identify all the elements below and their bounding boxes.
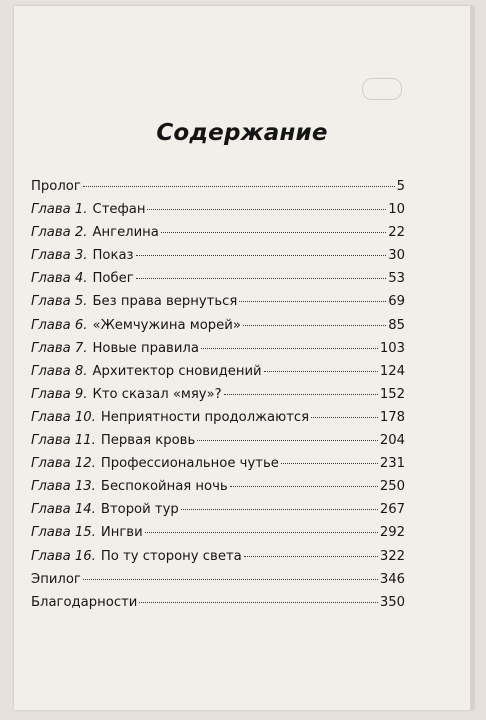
toc-page-number: 292 [379, 525, 405, 541]
toc-entry [31, 341, 405, 364]
toc-entry-title: Без права вернуться [92, 294, 238, 310]
dot-leader [136, 255, 387, 256]
toc-entry [31, 456, 405, 479]
toc-entry-title: Первая кровь [100, 433, 196, 449]
toc-chapter-number: Глава 10. [31, 409, 96, 425]
toc-page-number: 69 [388, 294, 405, 310]
dot-leader [83, 186, 395, 187]
toc-chapter-number: Глава 12. [31, 456, 96, 472]
dot-leader [139, 602, 378, 603]
toc-chapter-number: Глава 15. [31, 525, 96, 541]
toc-entry [31, 433, 405, 456]
toc-page-number: 10 [388, 202, 405, 218]
toc-page-number: 231 [379, 456, 405, 472]
age-rating-bleed-through [362, 78, 402, 100]
dot-leader [239, 301, 386, 302]
dot-leader [230, 486, 378, 487]
toc-entry [31, 225, 405, 248]
toc-entry [31, 479, 405, 502]
toc-entry [31, 271, 405, 294]
toc-entry-title: Эпилог [31, 571, 81, 587]
dot-leader [281, 463, 378, 464]
toc-page-number: 22 [388, 225, 405, 241]
toc-entry-title: Беспокойная ночь [100, 479, 228, 495]
toc-entry [31, 202, 405, 225]
toc-chapter-number: Глава 3. [31, 248, 88, 264]
toc-page-number: 85 [388, 317, 405, 333]
dot-leader [243, 325, 386, 326]
toc-page-number: 30 [388, 248, 405, 264]
toc-page-number: 103 [379, 340, 405, 356]
toc-chapter-number: Глава 16. [31, 548, 96, 564]
toc-entry-title: Новые правила [92, 340, 199, 356]
toc-entry-title: Профессиональное чутье [100, 456, 279, 472]
toc-page-number: 124 [379, 363, 405, 379]
dot-leader [181, 509, 378, 510]
toc-chapter-number: Глава 11. [31, 433, 96, 449]
dot-leader [145, 532, 378, 533]
toc-entry [31, 294, 405, 317]
table-of-contents [31, 179, 405, 618]
toc-chapter-number: Глава 6. [31, 317, 88, 333]
toc-entry-title: Кто сказал «мяу»? [92, 386, 222, 402]
toc-entry [31, 248, 405, 271]
toc-page-number: 152 [379, 386, 405, 402]
toc-entry [31, 410, 405, 433]
toc-chapter-number: Глава 9. [31, 386, 88, 402]
toc-entry [31, 364, 405, 387]
toc-entry-title: Архитектор сновидений [92, 363, 262, 379]
toc-entry [31, 387, 405, 410]
toc-entry-title: Пролог [31, 179, 81, 194]
dot-leader [147, 209, 386, 210]
dot-leader [83, 579, 378, 580]
dot-leader [311, 417, 378, 418]
toc-chapter-number: Глава 13. [31, 479, 96, 495]
toc-entry [31, 595, 405, 618]
toc-entry-title: Стефан [92, 202, 146, 218]
dot-leader [244, 556, 378, 557]
toc-entry-title: По ту сторону света [100, 548, 242, 564]
dot-leader [264, 371, 378, 372]
toc-page-number: 346 [379, 571, 405, 587]
toc-entry [31, 572, 405, 595]
toc-chapter-number: Глава 7. [31, 340, 88, 356]
toc-page-number: 5 [396, 179, 405, 194]
dot-leader [197, 440, 378, 441]
toc-entry-title: Благодарности [31, 594, 138, 610]
toc-chapter-number: Глава 5. [31, 294, 88, 310]
toc-chapter-number: Глава 14. [31, 502, 96, 518]
book-page [14, 6, 474, 710]
toc-chapter-number: Глава 8. [31, 363, 88, 379]
toc-entry-title: Неприятности продолжаются [100, 409, 310, 425]
dot-leader [201, 348, 378, 349]
toc-page-number: 267 [379, 502, 405, 518]
toc-entry-title: Побег [92, 271, 134, 287]
toc-page-number: 178 [379, 409, 405, 425]
toc-page-number: 250 [379, 479, 405, 495]
toc-chapter-number: Глава 4. [31, 271, 88, 287]
page-title: Содержание [156, 120, 328, 146]
toc-entry [31, 502, 405, 525]
toc-entry [31, 318, 405, 341]
toc-entry [31, 549, 405, 572]
toc-chapter-number: Глава 2. [31, 225, 88, 241]
toc-entry [31, 525, 405, 548]
toc-entry-title: Показ [92, 248, 134, 264]
toc-page-number: 53 [388, 271, 405, 287]
dot-leader [136, 278, 387, 279]
toc-entry-title: «Жемчужина морей» [92, 317, 241, 333]
dot-leader [161, 232, 386, 233]
toc-entry-title: Ангелина [92, 225, 159, 241]
toc-entry-title: Ингви [100, 525, 143, 541]
toc-entry [31, 179, 405, 202]
dot-leader [224, 394, 378, 395]
toc-chapter-number: Глава 1. [31, 202, 88, 218]
toc-page-number: 322 [379, 548, 405, 564]
toc-entry-title: Второй тур [100, 502, 179, 518]
toc-page-number: 204 [379, 433, 405, 449]
toc-page-number: 350 [379, 594, 405, 610]
